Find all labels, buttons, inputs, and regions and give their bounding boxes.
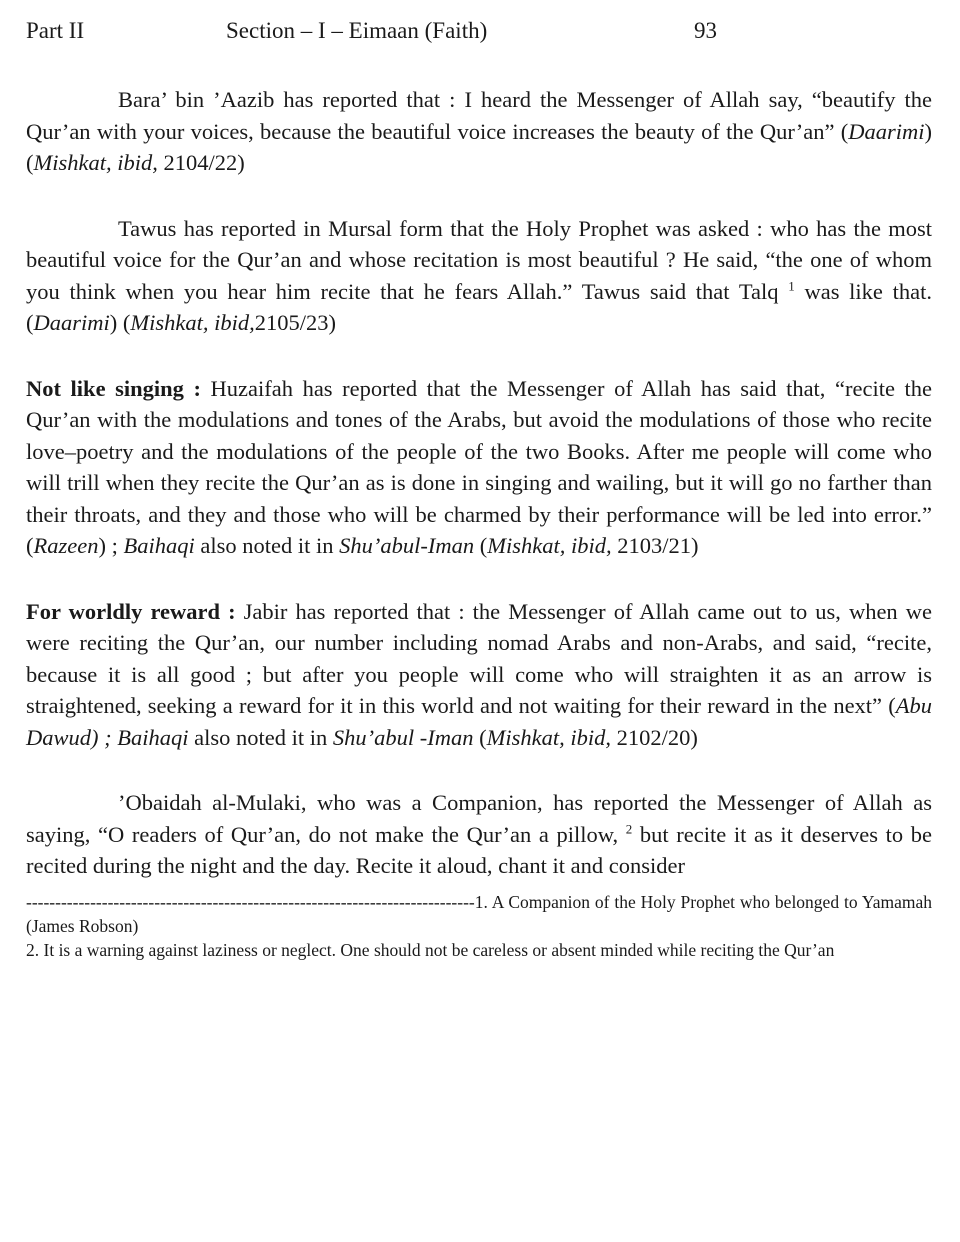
p2-text: Tawus has reported in Mursal form that the Holy Prophet was asked : who has the most beautiful voice for the Qur’an and whose recitation is most beautiful ? He said, “the one of whom you think when you hear him recite that he fears Allah.” Tawus said that Talq [26,215,932,304]
footnote-marker-1: 1 [788,278,795,293]
p4-ref-shuabul: Shu’abul -Iman [332,724,474,750]
footnote-marker-2: 2 [625,821,633,836]
p4-text: ( [473,724,487,750]
paragraph-worldly-reward [26,596,932,754]
p2-ref-mishkat: Mishkat, ibid, [130,310,255,335]
header-part: Part II [26,18,85,43]
p1-ref-daarimi: Daarimi [848,118,925,144]
p4-text: also noted it in [188,724,333,750]
page-number: 93 [694,18,717,43]
p4-ref-mishkat: Mishkat, ibid, [486,724,611,750]
p4-ref-baihaqi: ) ; Baihaqi [91,724,189,750]
page-header [26,18,932,58]
header-section: Section – I – Eimaan (Faith) [226,18,488,43]
p3-ref-mishkat: Mishkat, ibid, [487,533,612,558]
page [26,18,932,962]
p4-text: 2102/20) [610,724,698,750]
p3-text: 2103/21) [611,533,699,558]
footnotes [26,890,932,962]
p2-text: 2105/23) [254,310,337,335]
footnote-1-text: 1. A Companion of the Holy Prophet who belonged to Yamamah (James Robson) [26,891,932,936]
p3-ref-razeen: Razeen [33,533,99,558]
paragraph-tawus [26,213,932,339]
footnote-1 [26,890,932,938]
p3-heading: Not like singing : [26,375,201,401]
p1-ref-mishkat: Mishkat, ibid, [33,150,158,175]
p3-ref-shuabul: Shu’abul-Iman [339,533,475,558]
p3-ref-baihaqi: Baihaqi [123,533,195,558]
p1-text: Bara’ bin ’Aazib has reported that : I heard the Messenger of Allah say, “beautify the Qur’an with your voices, because the beautiful voice increases the beauty of the Qur’an” ( [26,87,932,144]
footnote-rule: ----------------------------------------------------------------------------- [26,891,475,912]
paragraph-not-like-singing [26,373,932,562]
p3-text: ( [474,533,488,558]
p2-ref-daarimi: Daarimi [33,310,110,335]
p1-text: ) ( [26,118,932,175]
paragraph-bara [26,84,932,179]
p4-heading: For worldly reward : [26,598,236,624]
p4-text: Jabir has reported that : the Messenger of Allah came out to us, when we were reciting the Qur’an, our number including nomad Arabs and non-Arabs, and said, “recite, because it is all good ; but after you people will come who will straighten it as an arrow is straightened, seeking a reward for it in this world and not waiting for their reward in the next” ( [26,598,932,718]
paragraph-obaidah [26,787,932,882]
footnote-2: 2. It is a warning against laziness or neglect. One should not be careless or absent minded while reciting the Qur’an [26,939,835,960]
p1-text: 2104/22) [157,150,245,175]
p3-text: also noted it in [194,533,340,558]
p5-text: but recite it as it deserves to be recited during the night and the day. Recite it aloud, chant it and consider [26,821,932,878]
p2-text: ) ( [109,310,131,335]
p2-text: was like that. ( [26,278,932,335]
p5-text: ’Obaidah al-Mulaki, who was a Companion, has reported the Messenger of Allah as saying, “O readers of Qur’an, do not make the Qur’an a pillow, [26,790,932,847]
p3-text: ) ; [98,533,124,558]
p3-text: Huzaifah has reported that the Messenger of Allah has said that, “recite the Qur’an with the modulations and tones of the Arabs, but avoid the modulations of those who recite love–poetry and the modulations of the people of the two Books. After me people will come who will trill when they recite the Qur’an as is done in singing and wailing, but it will go no farther than their throats, and they and those who will be charmed by their performance will be led into error.” ( [26,375,932,558]
p4-ref-abu-dawud: Abu Dawud [26,693,932,750]
